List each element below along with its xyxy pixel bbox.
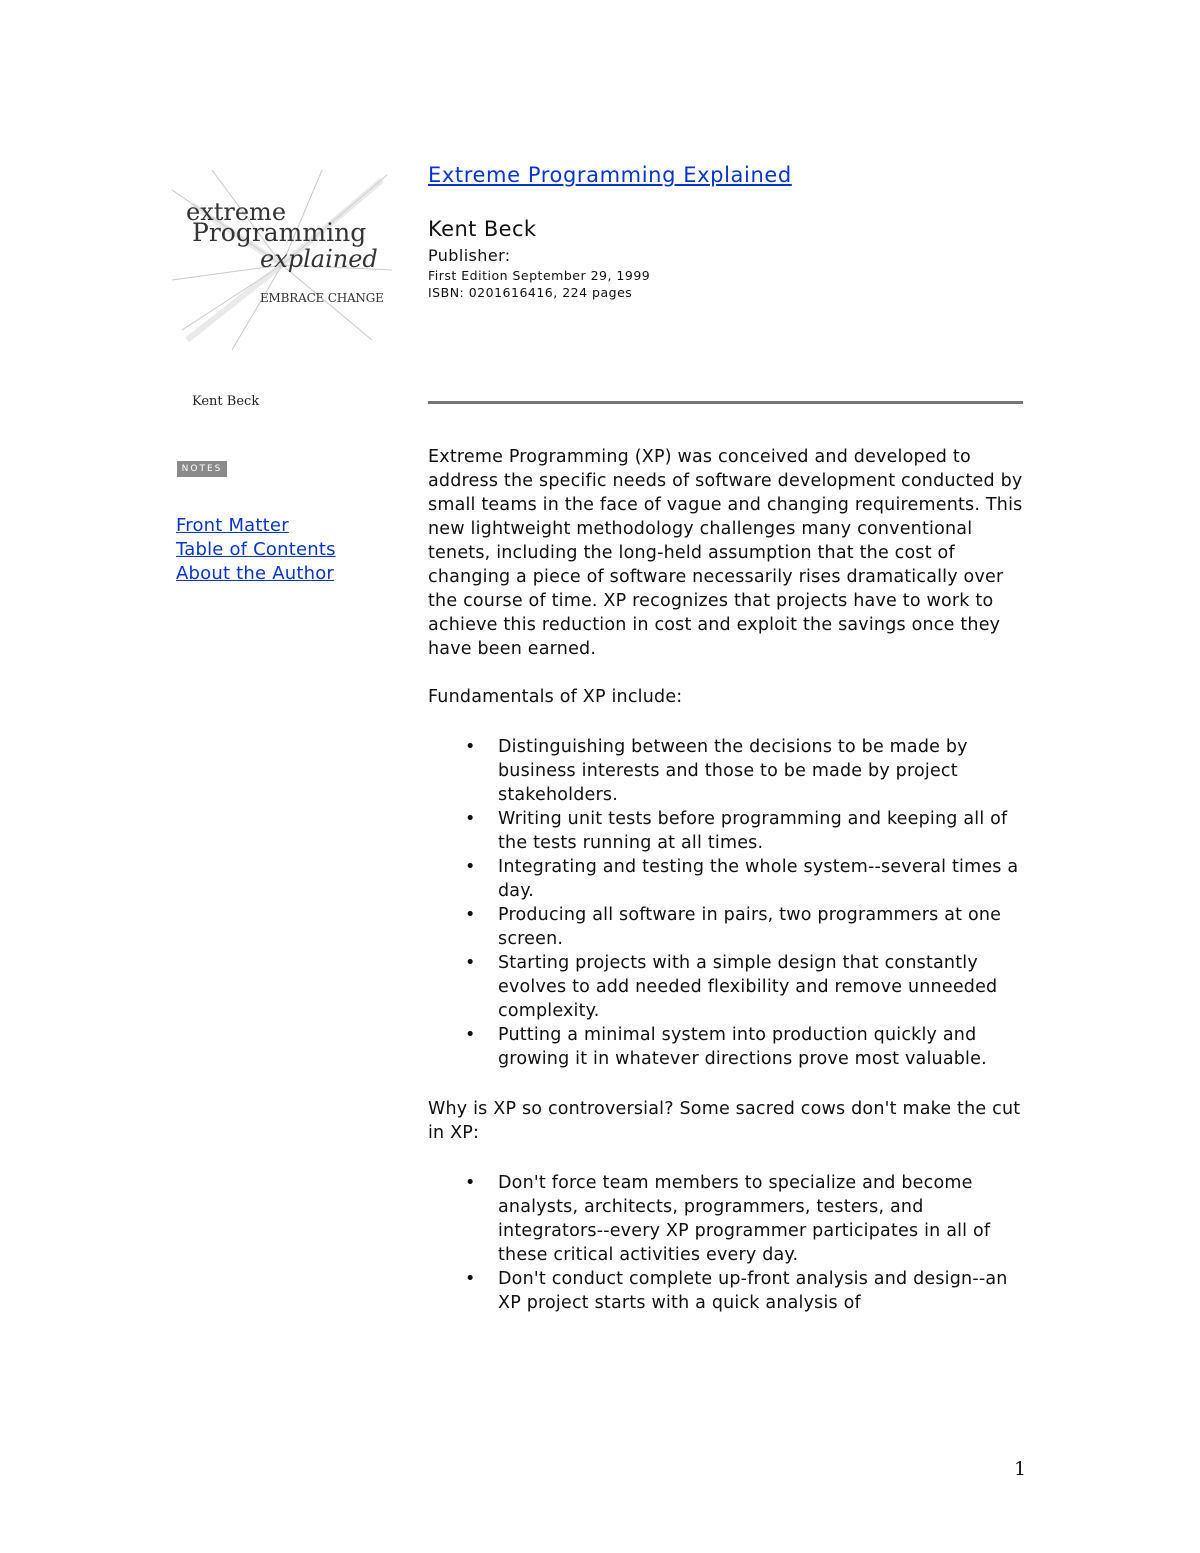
- cover-author-name: Kent Beck: [192, 394, 260, 409]
- bullet-icon: •: [465, 809, 476, 829]
- list-item-text: Distinguishing between the decisions to be made by business interests and those to be made by project stakeholders.: [498, 737, 968, 805]
- list-item-text: Writing unit tests before programming and keeping all of the tests running at all times.: [498, 809, 1008, 853]
- publisher-label: Publisher:: [428, 246, 511, 265]
- book-title-link[interactable]: Extreme Programming Explained: [428, 163, 792, 187]
- list-item: [465, 1023, 1023, 1071]
- intro-paragraph: Extreme Programming (XP) was conceived and developed to address the specific needs of software development conducted by small teams in the face of vague and changing requirements. This new lightweight methodology challenges many conventional tenets, including the long-held assumption that the cost of changing a piece of software necessarily rises dramatically over the course of time. XP recognizes that projects have to work to achieve this reduction in cost and exploit the savings once they have been earned.: [428, 447, 1023, 659]
- notes-badge: NOTES: [177, 461, 227, 477]
- list-item: [465, 903, 1023, 951]
- header-divider: [428, 401, 1023, 404]
- controversy-heading: Why is XP so controversial? Some sacred cows don't make the cut in XP:: [428, 1099, 1021, 1143]
- sidebar-nav: [176, 514, 336, 586]
- list-item-text: Producing all software in pairs, two programmers at one screen.: [498, 905, 1002, 949]
- bullet-icon: •: [465, 953, 476, 973]
- table-of-contents-link[interactable]: Table of Contents: [176, 539, 336, 560]
- author-name: Kent Beck: [428, 217, 537, 241]
- list-item: [465, 855, 1023, 903]
- cover-word-programming: Programming: [192, 218, 367, 247]
- list-item-text: Starting projects with a simple design that constantly evolves to add needed flexibility and remove unneeded complexity.: [498, 953, 998, 1021]
- list-item: [465, 951, 1023, 1023]
- list-item: [465, 735, 1023, 807]
- book-description: [428, 445, 1023, 1341]
- list-item-text: Integrating and testing the whole system--several times a day.: [498, 857, 1019, 901]
- cover-word-extreme: extreme: [186, 198, 287, 226]
- about-the-author-link[interactable]: About the Author: [176, 563, 335, 584]
- book-cover-image: [172, 170, 392, 350]
- front-matter-link[interactable]: Front Matter: [176, 515, 289, 536]
- bullet-icon: •: [465, 905, 476, 925]
- list-item: [465, 807, 1023, 855]
- cover-word-explained: explained: [260, 245, 378, 273]
- list-item-text: Don't force team members to specialize and become analysts, architects, programmers, testers, and integrators--every XP programmer participates in all of these critical activities every day.: [498, 1173, 991, 1265]
- sacred-cows-list: [428, 1171, 1023, 1315]
- fundamentals-list: [428, 735, 1023, 1071]
- cover-tagline: EMBRACE CHANGE: [260, 291, 384, 305]
- isbn-info: ISBN: 0201616416, 224 pages: [428, 285, 633, 300]
- book-header: [428, 160, 1028, 301]
- list-item-text: Putting a minimal system into production quickly and growing it in whatever directions prove most valuable.: [498, 1025, 987, 1069]
- page-number: 1: [1014, 1458, 1027, 1480]
- fundamentals-heading: Fundamentals of XP include:: [428, 687, 683, 707]
- bullet-icon: •: [465, 1173, 476, 1193]
- list-item-text: Don't conduct complete up-front analysis and design--an XP project starts with a quick analysis of: [498, 1269, 1008, 1313]
- bullet-icon: •: [465, 1269, 476, 1289]
- list-item: [465, 1171, 1023, 1267]
- bullet-icon: •: [465, 1025, 476, 1045]
- edition-info: First Edition September 29, 1999: [428, 268, 651, 283]
- bullet-icon: •: [465, 857, 476, 877]
- list-item: [465, 1267, 1023, 1315]
- bullet-icon: •: [465, 737, 476, 757]
